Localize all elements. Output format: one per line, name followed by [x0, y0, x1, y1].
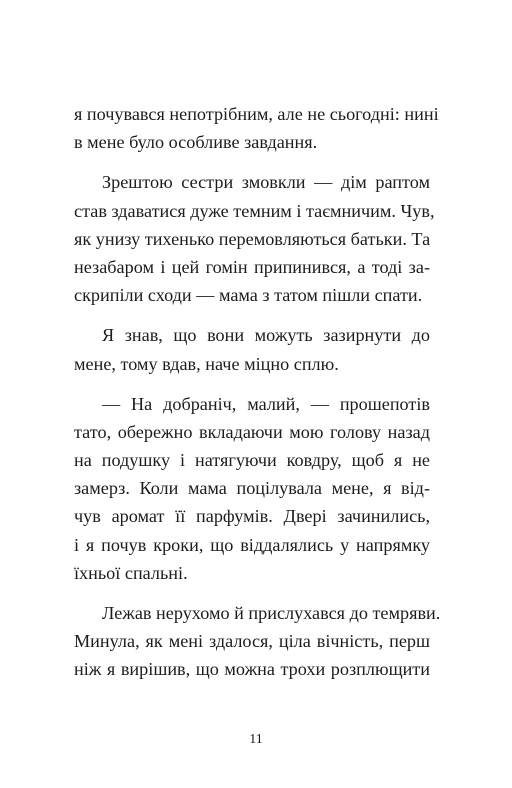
- text-line: як унизу тихенько перемовляються батьки. Та: [74, 228, 431, 249]
- text-line: Минула, як мені здалося, ціла вічність, перш: [74, 631, 430, 652]
- paragraph: [74, 100, 439, 156]
- text-line: став здаватися дуже темним і таємничим. Чув,: [74, 200, 435, 221]
- paragraph: [74, 390, 430, 587]
- paragraph-gap: [74, 309, 430, 321]
- text-line: — На добраніч, малий, — прошепотів: [102, 393, 430, 414]
- text-line: ніж я вирішив, що можна трохи розплющити: [74, 659, 430, 680]
- text-line: на подушку і натягуючи ковдру, щоб я не: [74, 450, 430, 471]
- text-line: тато, обережно вкладаючи мою голову назад: [74, 421, 430, 442]
- paragraph: [74, 599, 441, 684]
- paragraph: [74, 321, 430, 377]
- text-line: я почувався непотрібним, але не сьогодні: нині: [74, 104, 439, 124]
- paragraph: [74, 168, 435, 309]
- text-line: і я почув кроки, що віддалялись у напрямку: [74, 534, 430, 555]
- text-line: їхньої спальні.: [74, 562, 188, 583]
- text-line: Зрештою сестри змовкли — дім раптом: [102, 172, 430, 193]
- text-line: скрипіли сходи — мама з татом пішли спати.: [74, 285, 423, 306]
- text-line: незабаром і цей гомін припинився, а тоді за-: [74, 256, 430, 277]
- text-line: в мене було особливе завдання.: [74, 132, 318, 153]
- paragraph-gap: [74, 156, 430, 168]
- page-number: 11: [249, 732, 263, 747]
- text-line: чув аромат її парфумів. Двері зачинились,: [74, 506, 430, 527]
- paragraph-gap: [74, 378, 430, 390]
- text-line: Лежав нерухомо й прислухався до темряви.: [102, 603, 441, 623]
- text-line: мене, тому вдав, наче міцно сплю.: [74, 353, 339, 374]
- text-line: замерз. Коли мама поцілувала мене, я від-: [74, 478, 430, 499]
- page-body: [74, 100, 441, 684]
- paragraph-gap: [74, 587, 430, 599]
- text-line: Я знав, що вони можуть зазирнути до: [102, 325, 430, 346]
